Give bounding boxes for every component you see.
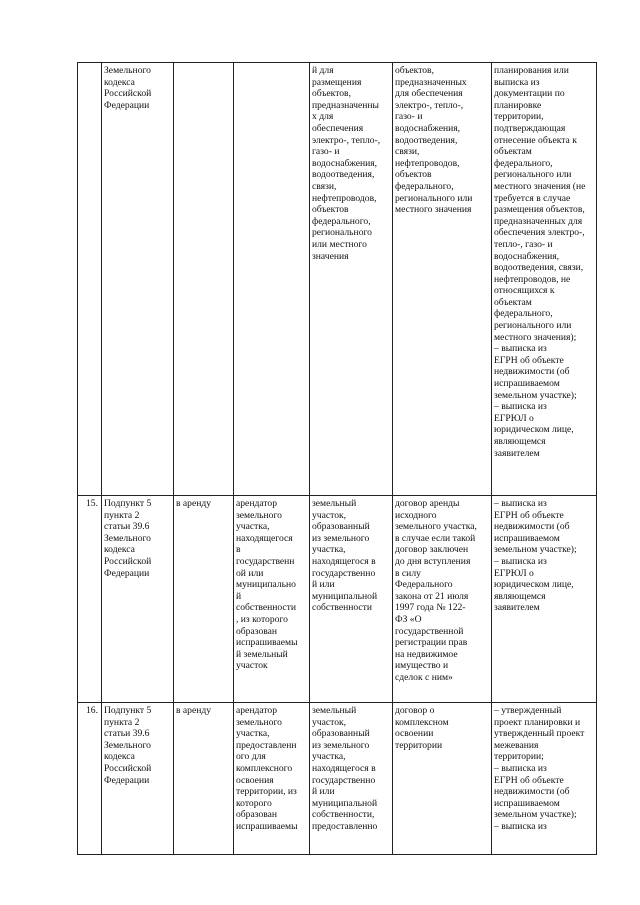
text-line: федерального, — [494, 308, 553, 320]
text-line: заявителем — [494, 602, 540, 614]
text-line: обеспечения — [312, 122, 364, 134]
text-line: ЕГРН об объекте — [494, 774, 564, 786]
text-line: исходного — [395, 509, 437, 521]
text-line: регионального — [312, 227, 372, 239]
text-line: территории, — [494, 111, 544, 123]
text-line: местного значения — [395, 204, 472, 216]
table-row — [78, 496, 597, 703]
text-line: федерального, — [395, 180, 454, 192]
text-line: Федерации — [104, 99, 150, 111]
text-line: размещения — [312, 76, 362, 88]
text-line: отнесение объекта к — [494, 134, 577, 146]
text-line: кодекса — [104, 544, 135, 556]
text-line: ЕГРН об объекте — [494, 509, 564, 521]
text-line: – выписка из — [494, 762, 547, 774]
text-line: земельного участка, — [395, 521, 477, 533]
text-line: объектов, — [312, 88, 351, 100]
text-line: объектов, — [395, 65, 434, 76]
text-line: являющемся — [494, 590, 546, 602]
row-number-cell — [78, 63, 102, 496]
text-line: собственности — [236, 602, 297, 614]
document-table — [77, 62, 597, 855]
applicant-cell — [234, 703, 310, 855]
legal-basis-cell — [102, 496, 174, 703]
text-line: требуется в случае — [494, 192, 571, 204]
text-line: Земельного — [104, 65, 151, 76]
text-line: земельный — [312, 705, 357, 716]
text-line: предназначенны — [312, 99, 379, 111]
text-line: государственно — [312, 774, 376, 786]
text-line: объектам — [494, 296, 532, 308]
text-line: Земельного — [104, 739, 151, 751]
text-line: собственности, — [312, 809, 375, 821]
text-line: которого — [236, 797, 272, 809]
text-line: связи, — [395, 146, 420, 158]
text-line: закона от 21 июля — [395, 590, 469, 602]
text-line: водоотведения, связи, — [494, 262, 584, 274]
text-line: государственн — [236, 555, 295, 567]
text-line: муниципально — [236, 579, 296, 591]
text-line: участок — [236, 660, 268, 672]
text-line: заявителем — [494, 447, 540, 459]
text-line: кодекса — [104, 751, 135, 763]
text-line: й — [236, 590, 242, 602]
text-line: – выписка из — [494, 343, 547, 355]
text-line: арендатор — [236, 705, 277, 716]
text-line: из земельного — [312, 739, 370, 751]
text-line: юридическом лице, — [494, 424, 574, 436]
text-line: испрашиваемы — [236, 820, 298, 832]
text-line: водоснабжения, — [312, 157, 378, 169]
text-line: образован — [236, 625, 278, 637]
text-line: планировке — [494, 99, 542, 111]
text-line: комплексном — [395, 716, 449, 728]
text-line: земельном участке); — [494, 544, 577, 556]
text-line: объектам — [494, 146, 532, 158]
text-line: 1997 года № 122- — [395, 602, 466, 614]
text-line: подтверждающая — [494, 122, 566, 134]
text-line: ЕГРЮЛ о — [494, 567, 534, 579]
applicant-cell — [234, 63, 310, 496]
text-line: кодекса — [104, 76, 135, 88]
text-line: находящегося в — [312, 762, 376, 774]
text-line: объектов — [395, 169, 432, 181]
text-line: образован — [236, 809, 278, 821]
text-line: в — [236, 544, 241, 556]
text-line: участка, — [236, 728, 270, 740]
text-line: недвижимости (об — [494, 786, 570, 798]
land-plot-cell — [310, 703, 393, 855]
text-line: испрашиваемом — [494, 378, 560, 390]
text-line: обеспечения электро-, — [494, 227, 585, 239]
requested-documents-cell — [492, 63, 597, 496]
text-line: предоставленн — [236, 739, 297, 751]
text-line: муниципальной — [312, 590, 378, 602]
text-line: электро-, тепло-, — [395, 99, 464, 111]
text-line: Федерации — [104, 774, 150, 786]
text-line: до дня вступления — [395, 555, 471, 567]
text-line: местного значения (не — [494, 180, 586, 192]
text-line: ФЗ «О — [395, 613, 422, 625]
row-number-cell: 15. — [78, 496, 102, 703]
text-line: статьи 39.6 — [104, 728, 150, 740]
text-line: выписка из — [494, 76, 540, 88]
table-row — [78, 703, 597, 855]
text-line: находящегося в — [312, 555, 376, 567]
text-line: – выписка из — [494, 401, 547, 413]
text-line: пункта 2 — [104, 509, 140, 521]
land-plot-cell — [310, 63, 393, 496]
text-line: местного значения); — [494, 331, 577, 343]
text-line: , из которого — [236, 613, 288, 625]
text-line: сделок с ним» — [395, 671, 453, 683]
applicant-cell — [234, 496, 310, 703]
text-line: являющемся — [494, 436, 546, 447]
text-line: в аренду — [176, 498, 212, 509]
text-line: нефтепроводов, — [312, 192, 377, 204]
text-line: регионального или — [395, 192, 473, 204]
text-line: земельного — [236, 716, 282, 728]
text-line: комплексного — [236, 762, 293, 774]
text-line: территории; — [494, 751, 544, 763]
text-line: федерального, — [494, 157, 553, 169]
applicant-documents-cell — [393, 703, 492, 855]
text-line: на недвижимое — [395, 648, 458, 660]
text-line: проект планировки и — [494, 716, 581, 728]
text-line: газо- и — [312, 146, 340, 158]
text-line: испрашиваемом — [494, 797, 560, 809]
text-line: связи, — [312, 180, 337, 192]
text-line: находящегося — [236, 532, 293, 544]
text-line: Подпункт 5 — [104, 498, 152, 509]
applicant-documents-cell — [393, 496, 492, 703]
text-line: ого для — [236, 751, 266, 763]
text-line: земельный — [312, 498, 357, 509]
text-line: Российской — [104, 762, 152, 774]
text-line: регионального или — [494, 320, 572, 332]
text-line: участка, — [312, 751, 346, 763]
text-line: земельном участке); — [494, 389, 577, 401]
text-line: муниципальной — [312, 797, 378, 809]
text-line: арендатор — [236, 498, 277, 509]
text-line: й или — [312, 786, 335, 798]
text-line: нефтепроводов, — [395, 157, 460, 169]
legal-basis-cell — [102, 703, 174, 855]
text-line: объектов — [312, 204, 349, 216]
text-line: участка, — [312, 544, 346, 556]
text-line: государственной — [395, 625, 464, 637]
text-line: документации по — [494, 88, 565, 100]
text-line: земельного — [236, 509, 282, 521]
text-line: Федерального — [395, 579, 453, 591]
text-line: Федерации — [104, 567, 150, 579]
text-line: относящихся к — [494, 285, 555, 297]
text-line: водоснабжения, — [494, 250, 560, 262]
text-line: договор о — [395, 705, 435, 716]
text-line: освоении — [395, 728, 434, 740]
text-line: – утвержденный — [494, 705, 562, 716]
text-line: пункта 2 — [104, 716, 140, 728]
text-line: предназначенных для — [494, 215, 583, 227]
requested-documents-cell — [492, 703, 597, 855]
text-line: участок, — [312, 509, 347, 521]
text-line: Российской — [104, 88, 152, 100]
text-line: Земельного — [104, 532, 151, 544]
text-line: статьи 39.6 — [104, 521, 150, 533]
text-line: тепло-, газо- и — [494, 238, 553, 250]
text-line: из земельного — [312, 532, 370, 544]
row-number-cell: 16. — [78, 703, 102, 855]
text-line: планирования или — [494, 65, 569, 76]
text-line: договор аренды — [395, 498, 460, 509]
text-line: Подпункт 5 — [104, 705, 152, 716]
provision-kind-cell — [174, 496, 234, 703]
text-line: ой или — [236, 567, 264, 579]
legal-basis-cell — [102, 63, 174, 496]
text-line: государственно — [312, 567, 376, 579]
text-line: в силу — [395, 567, 421, 579]
text-line: испрашиваемы — [236, 637, 298, 649]
provision-kind-cell — [174, 63, 234, 496]
text-line: регистрации прав — [395, 637, 468, 649]
text-line: размещения объектов, — [494, 204, 585, 216]
text-line: ЕГРЮЛ о — [494, 412, 534, 424]
text-line: й земельный — [236, 648, 288, 660]
text-line: в случае если такой — [395, 532, 476, 544]
text-line: газо- и — [395, 111, 423, 123]
text-line: образованный — [312, 521, 370, 533]
text-line: участок, — [312, 716, 347, 728]
provision-kind-cell — [174, 703, 234, 855]
text-line: й или — [312, 579, 335, 591]
text-line: федерального, — [312, 215, 371, 227]
text-line: договор заключен — [395, 544, 469, 556]
text-line: утвержденный проект — [494, 728, 585, 740]
text-line: предоставленно — [312, 820, 378, 832]
text-line: имущество и — [395, 660, 449, 672]
requested-documents-cell — [492, 496, 597, 703]
text-line: водоотведения, — [395, 134, 458, 146]
text-line: водоотведения, — [312, 169, 375, 181]
text-line: территории — [395, 739, 443, 751]
text-line: территории, из — [236, 786, 297, 798]
text-line: юридическом лице, — [494, 579, 574, 591]
text-line: образованный — [312, 728, 370, 740]
text-line: – выписка из — [494, 820, 547, 832]
applicant-documents-cell — [393, 63, 492, 496]
text-line: х для — [312, 111, 334, 123]
text-line: электро-, тепло-, — [312, 134, 381, 146]
text-line: водоснабжения, — [395, 122, 461, 134]
text-line: освоения — [236, 774, 274, 786]
text-line: предназначенных — [395, 76, 467, 88]
text-line: или местного — [312, 238, 367, 250]
table-row — [78, 63, 597, 496]
text-line: межевания — [494, 739, 539, 751]
text-line: Российской — [104, 555, 152, 567]
text-line: для обеспечения — [395, 88, 463, 100]
text-line: земельном участке); — [494, 809, 577, 821]
text-line: участка, — [236, 521, 270, 533]
text-line: ЕГРН об объекте — [494, 354, 564, 366]
text-line: испрашиваемом — [494, 532, 560, 544]
text-line: значения — [312, 250, 349, 262]
text-line: собственности — [312, 602, 373, 614]
text-line: й для — [312, 65, 334, 76]
text-line: нефтепроводов, не — [494, 273, 571, 285]
land-plot-cell — [310, 496, 393, 703]
text-line: недвижимости (об — [494, 366, 570, 378]
text-line: в аренду — [176, 705, 212, 716]
text-line: – выписка из — [494, 498, 547, 509]
text-line: недвижимости (об — [494, 521, 570, 533]
text-line: – выписка из — [494, 555, 547, 567]
text-line: регионального или — [494, 169, 572, 181]
